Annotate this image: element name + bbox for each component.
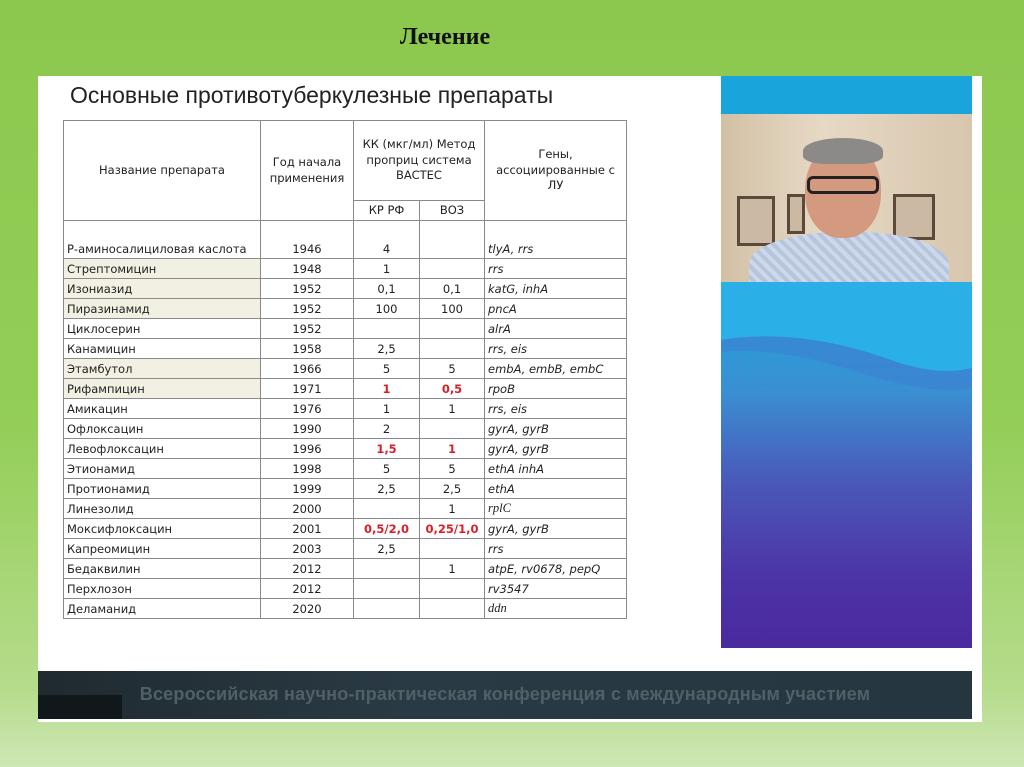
resistance-genes: rv3547 <box>485 579 627 599</box>
drug-name: Моксифлоксацин <box>64 519 261 539</box>
header-concentration: КК (мкг/мл) Метод проприц система BACTEC <box>354 121 485 201</box>
start-year: 2012 <box>261 559 354 579</box>
resistance-genes: ddn <box>485 599 627 619</box>
speaker-shirt <box>749 232 949 282</box>
conc-who <box>420 221 485 259</box>
conc-kr-rf: 1 <box>354 259 420 279</box>
conc-kr-rf: 100 <box>354 299 420 319</box>
wall-painting <box>893 194 935 240</box>
start-year: 1946 <box>261 221 354 259</box>
table-row <box>64 359 627 379</box>
table-row <box>64 499 627 519</box>
conc-who <box>420 419 485 439</box>
table-row <box>64 379 627 399</box>
resistance-genes: gyrA, gyrB <box>485 439 627 459</box>
start-year: 1990 <box>261 419 354 439</box>
speaker-video <box>721 114 972 282</box>
resistance-genes: gyrA, gyrB <box>485 519 627 539</box>
header-name: Название препарата <box>64 121 261 221</box>
drug-name: Капреомицин <box>64 539 261 559</box>
start-year: 2001 <box>261 519 354 539</box>
drug-name: Пиразинамид <box>64 299 261 319</box>
conc-who: 100 <box>420 299 485 319</box>
start-year: 1976 <box>261 399 354 419</box>
wall-painting <box>787 194 805 234</box>
conc-kr-rf <box>354 599 420 619</box>
conc-kr-rf: 0,1 <box>354 279 420 299</box>
start-year: 1952 <box>261 299 354 319</box>
conc-who <box>420 579 485 599</box>
resistance-genes: rrs, eis <box>485 399 627 419</box>
wall-painting <box>737 196 775 246</box>
drug-name: Циклосерин <box>64 319 261 339</box>
table-row <box>64 579 627 599</box>
conc-who: 0,1 <box>420 279 485 299</box>
start-year: 1952 <box>261 319 354 339</box>
resistance-genes: rrs <box>485 539 627 559</box>
speaker-hair <box>803 138 883 164</box>
start-year: 1966 <box>261 359 354 379</box>
table-row <box>64 419 627 439</box>
conc-who: 5 <box>420 359 485 379</box>
conference-banner-text: Всероссийская научно-практическая конференция с международным участием <box>139 684 871 704</box>
table-row <box>64 539 627 559</box>
table-row <box>64 319 627 339</box>
drug-name: Этионамид <box>64 459 261 479</box>
conc-kr-rf <box>354 499 420 519</box>
resistance-genes: rrs <box>485 259 627 279</box>
conc-kr-rf: 1 <box>354 399 420 419</box>
conc-who <box>420 599 485 619</box>
conc-kr-rf: 1,5 <box>354 439 420 459</box>
slide-title: Лечение <box>399 24 491 50</box>
conc-kr-rf: 1 <box>354 379 420 399</box>
conc-who <box>420 339 485 359</box>
drug-name: Левофлоксацин <box>64 439 261 459</box>
conc-who: 0,25/1,0 <box>420 519 485 539</box>
wave-graphic <box>721 282 972 648</box>
drug-name: Деламанид <box>64 599 261 619</box>
conc-who: 1 <box>420 439 485 459</box>
conc-kr-rf: 4 <box>354 221 420 259</box>
resistance-genes: rpoB <box>485 379 627 399</box>
conc-kr-rf: 0,5/2,0 <box>354 519 420 539</box>
conc-kr-rf: 5 <box>354 359 420 379</box>
conc-who <box>420 539 485 559</box>
drugs-table <box>63 120 627 619</box>
table-row <box>64 259 627 279</box>
conc-kr-rf: 2,5 <box>354 539 420 559</box>
header-year: Год начала применения <box>261 121 354 221</box>
table-row <box>64 459 627 479</box>
conc-kr-rf <box>354 579 420 599</box>
presentation-frame <box>38 76 982 722</box>
resistance-genes: embA, embB, embC <box>485 359 627 379</box>
conc-who: 1 <box>420 399 485 419</box>
drug-name: Р-аминосалициловая каслота <box>64 221 261 259</box>
conc-who: 1 <box>420 499 485 519</box>
resistance-genes: pncA <box>485 299 627 319</box>
start-year: 1998 <box>261 459 354 479</box>
drug-name: Рифампицин <box>64 379 261 399</box>
speaker-video-panel <box>721 76 972 648</box>
drug-name: Изониазид <box>64 279 261 299</box>
conc-who: 1 <box>420 559 485 579</box>
drug-name: Амикацин <box>64 399 261 419</box>
conc-who: 5 <box>420 459 485 479</box>
drug-name: Линезолид <box>64 499 261 519</box>
start-year: 1996 <box>261 439 354 459</box>
table-row <box>64 299 627 319</box>
start-year: 1952 <box>261 279 354 299</box>
table-row <box>64 559 627 579</box>
table-row <box>64 439 627 459</box>
wave-background <box>721 282 972 648</box>
drug-name: Стрептомицин <box>64 259 261 279</box>
start-year: 1971 <box>261 379 354 399</box>
header-kr-rf: КР РФ <box>354 201 420 221</box>
drug-name: Протионамид <box>64 479 261 499</box>
drug-name: Перхлозон <box>64 579 261 599</box>
conc-kr-rf: 2,5 <box>354 339 420 359</box>
conc-who: 0,5 <box>420 379 485 399</box>
resistance-genes: rrs, eis <box>485 339 627 359</box>
drug-name: Бедаквилин <box>64 559 261 579</box>
conc-kr-rf: 2 <box>354 419 420 439</box>
conference-banner <box>38 671 972 719</box>
conc-kr-rf: 2,5 <box>354 479 420 499</box>
conc-kr-rf <box>354 559 420 579</box>
conc-who <box>420 259 485 279</box>
document-heading: Основные противотуберкулезные препараты <box>70 82 554 108</box>
start-year: 2020 <box>261 599 354 619</box>
table-row <box>64 479 627 499</box>
resistance-genes: ethA <box>485 479 627 499</box>
speaker-glasses <box>807 176 879 194</box>
start-year: 2012 <box>261 579 354 599</box>
table-row <box>64 519 627 539</box>
drug-name: Этамбутол <box>64 359 261 379</box>
resistance-genes: katG, inhA <box>485 279 627 299</box>
table-row <box>64 221 627 259</box>
conc-who: 2,5 <box>420 479 485 499</box>
resistance-genes: atpE, rv0678, pepQ <box>485 559 627 579</box>
drug-name: Канамицин <box>64 339 261 359</box>
start-year: 1948 <box>261 259 354 279</box>
drug-name: Офлоксацин <box>64 419 261 439</box>
start-year: 2003 <box>261 539 354 559</box>
resistance-genes: tlyA, rrs <box>485 221 627 259</box>
header-who: ВОЗ <box>420 201 485 221</box>
resistance-genes: gyrA, gyrB <box>485 419 627 439</box>
start-year: 1958 <box>261 339 354 359</box>
resistance-genes: rplC <box>485 499 627 519</box>
table-row <box>64 339 627 359</box>
table-row <box>64 399 627 419</box>
resistance-genes: alrA <box>485 319 627 339</box>
conc-who <box>420 319 485 339</box>
table-row <box>64 599 627 619</box>
start-year: 2000 <box>261 499 354 519</box>
resistance-genes: ethA inhA <box>485 459 627 479</box>
header-genes: Гены, ассоциированные с ЛУ <box>485 121 627 221</box>
conc-kr-rf: 5 <box>354 459 420 479</box>
start-year: 1999 <box>261 479 354 499</box>
table-row <box>64 279 627 299</box>
conc-kr-rf <box>354 319 420 339</box>
